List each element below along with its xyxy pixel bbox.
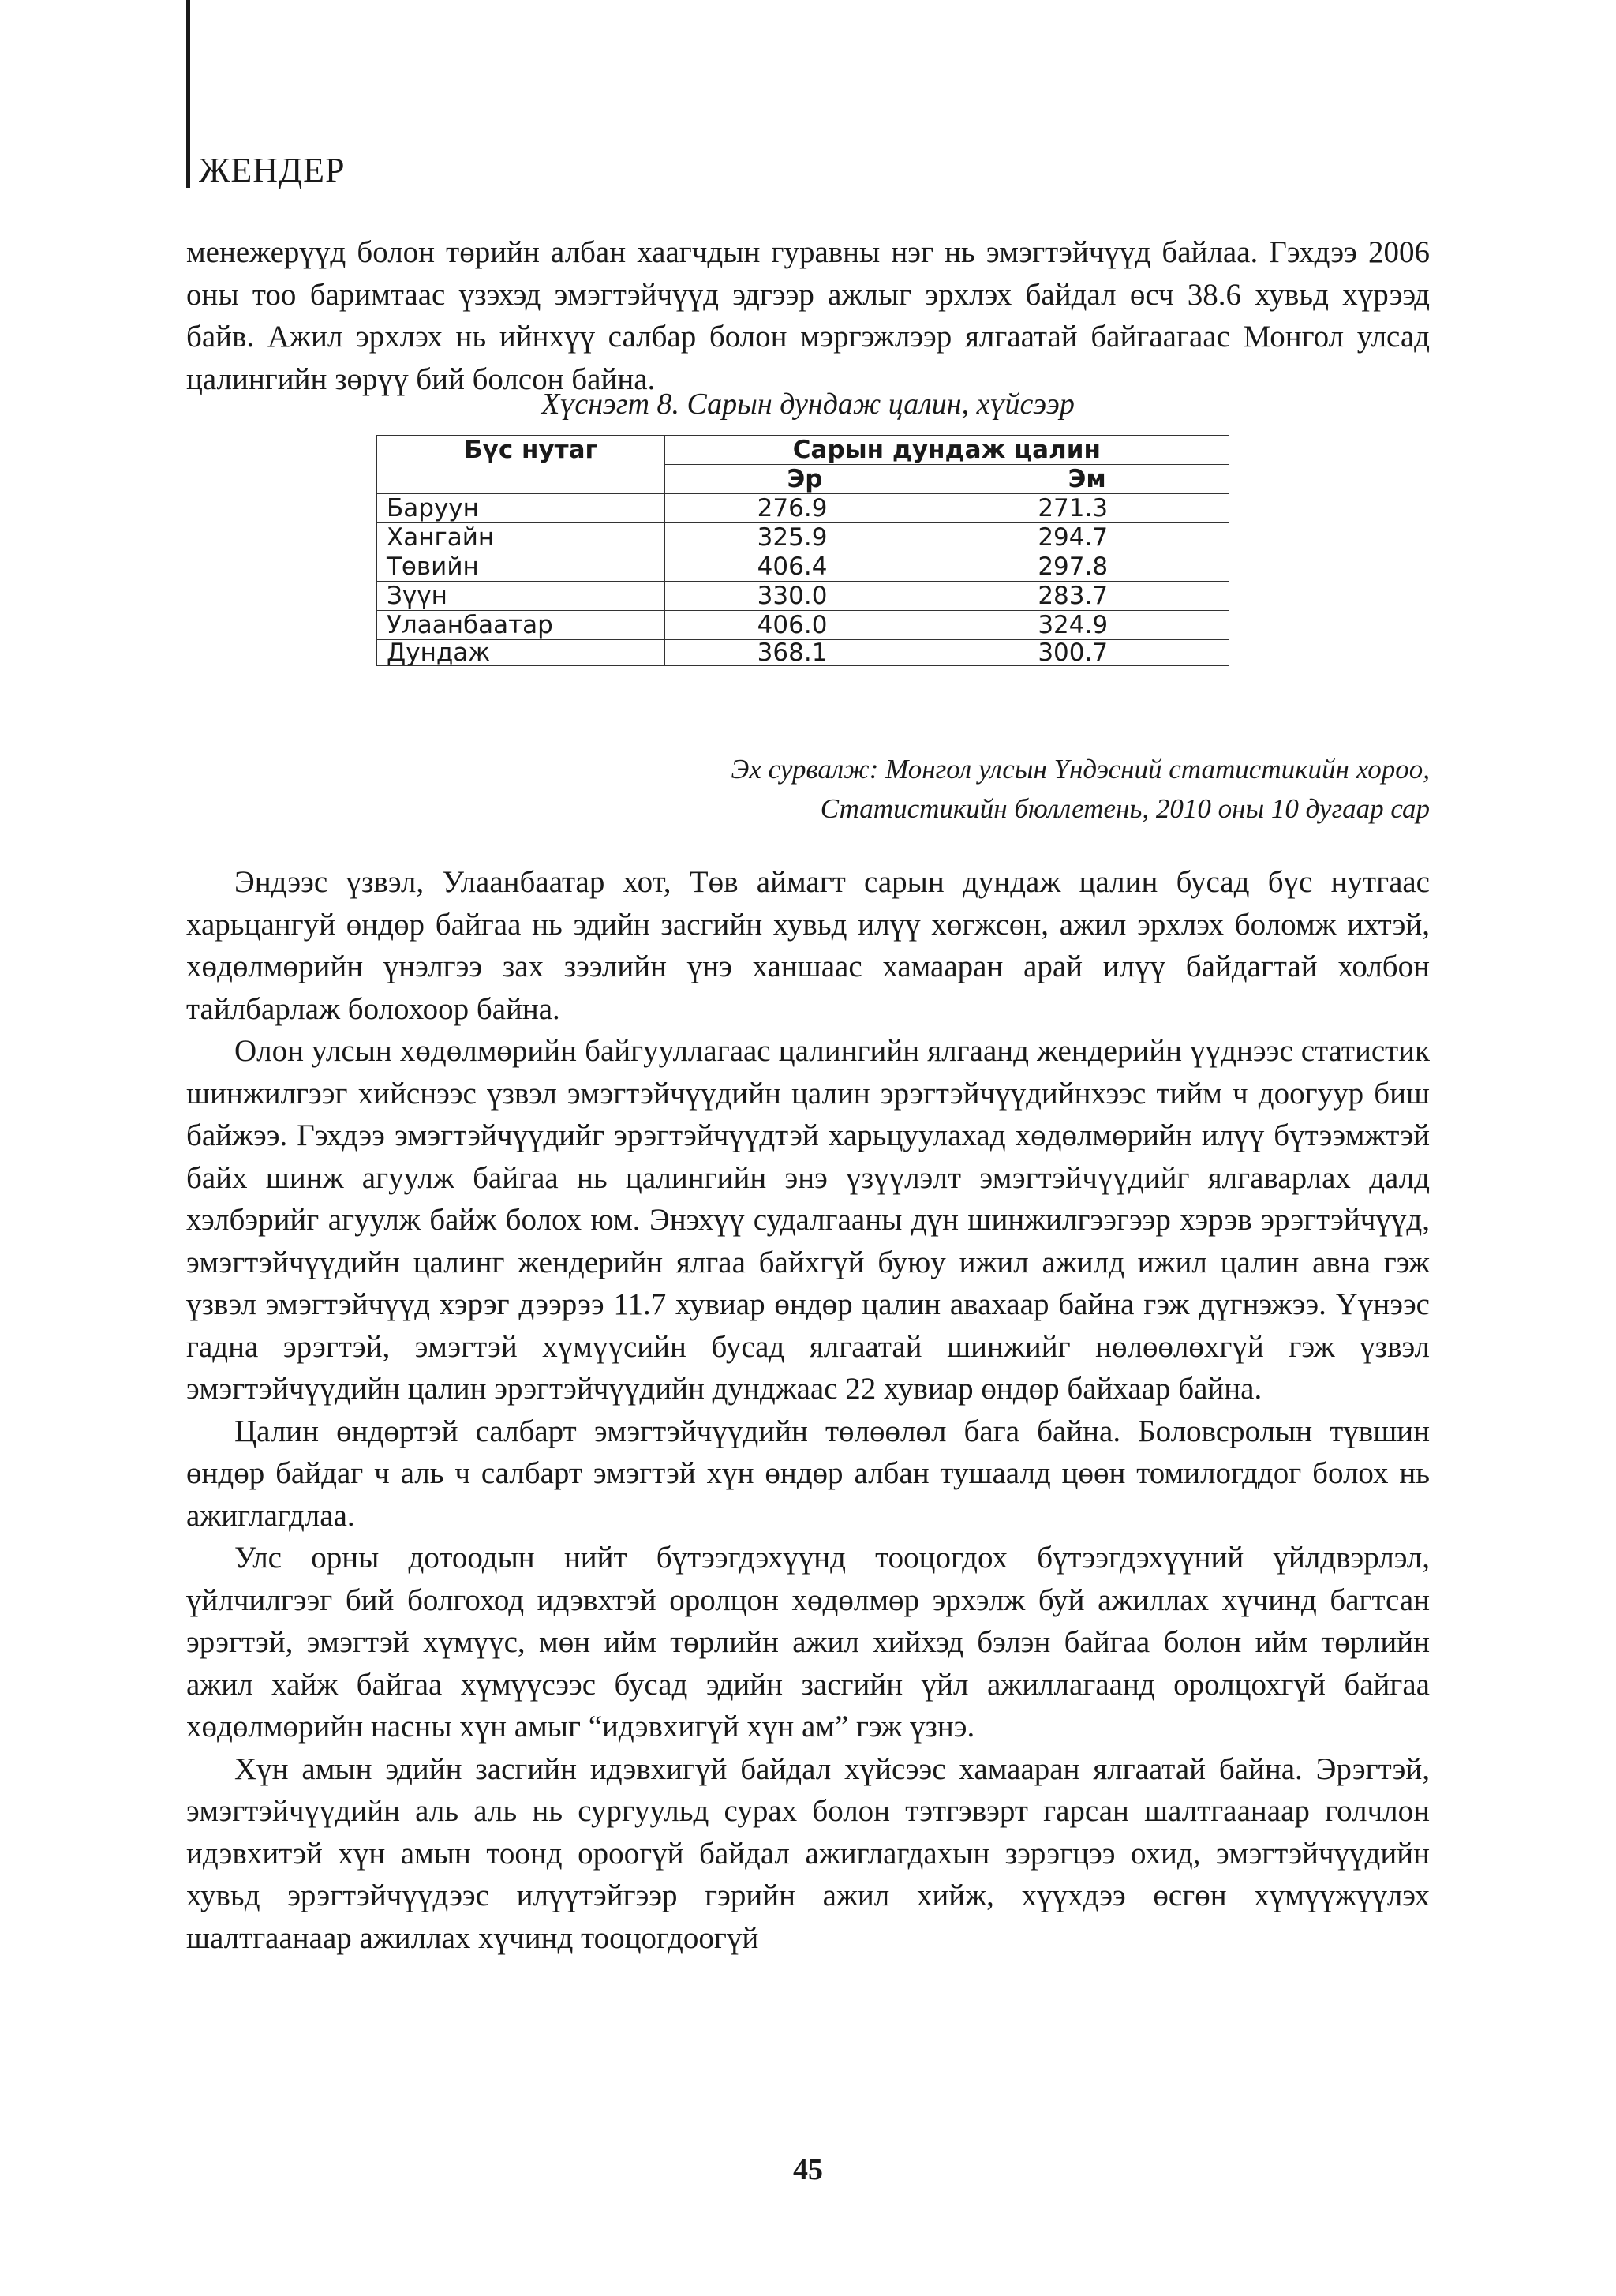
body-text	[186, 861, 1430, 1959]
cell-female: 294.7	[945, 523, 1229, 552]
cell-male: 330.0	[664, 582, 945, 611]
cell-region: Хангайн	[377, 523, 665, 552]
running-header: ЖЕНДЕР	[199, 151, 346, 189]
cell-region: Баруун	[377, 494, 665, 523]
cell-region: Төвийн	[377, 552, 665, 582]
body-paragraph: Олон улсын хөдөлмөрийн байгууллагаас цалингийн ялгаанд жендерийн үүднээс статистик шинжилгээг хийснээс үзвэл эмэгтэйчүүдийн цалин эрэгтэйчүүдийнхээс тийм ч доогуур биш байжээ. Гэхдээ эмэгтэйчүүдийг эрэгтэйчүүдтэй харьцуулахад хөдөлмөрийн илүү бүтээмжтэй байх шинж агуулж байгаа нь цалингийн энэ үзүүлэлт эмэгтэйчүүдийг ялгаварлах далд хэлбэрийг агуулж байж болох юм. Энэхүү судалгааны дүн шинжилгээгээр хэрэв эрэгтэйчүүд, эмэгтэйчүүдийн цалинг жендерийн ялгаа байхгүй буюу ижил ажилд ижил цалин авна гэж үзвэл эмэгтэйчүүд хэрэг дээрээ 11.7 хувиар өндөр цалин авахаар байна гэж дүгнэжээ. Үүнээс гадна эрэгтэй, эмэгтэй хүмүүсийн бусад ялгаатай шинжийг нөлөөлөхгүй гэж үзвэл эмэгтэйчүүдийн цалин эрэгтэйчүүдийн дунджаас 22 хувиар өндөр байхаар байна.	[186, 1034, 1430, 1406]
table-row	[377, 611, 1229, 640]
cell-female: 271.3	[945, 494, 1229, 523]
cell-male: 406.4	[664, 552, 945, 582]
table-row	[377, 552, 1229, 582]
body-paragraph: Хүн амын эдийн засгийн идэвхигүй байдал хүйсээс хамааран ялгаатай байна. Эрэгтэй, эмэгтэйчүүдийн аль аль нь сургуульд сурах болон тэтгэвэрт гарсан шалтгаанаар голчлон идэвхитэй хүн амын тоонд ороогүй байдал ажиглагдахын зэрэгцээ охид, эмэгтэйчүүдийн хувьд эрэгтэйчүүдээс илүүтэйгээр гэрийн ажил хийж, хүүхдээ өсгөн хүмүүжүүлэх шалтгаанаар ажиллах хүчинд тооцогдоогүй	[186, 1751, 1430, 1955]
col-header-female: Эм	[945, 465, 1229, 494]
page-number: 45	[793, 2153, 823, 2186]
table-row	[377, 523, 1229, 552]
salary-table	[376, 435, 1229, 666]
source-line-1: Эх сурвалж: Монгол улсын Үндэсний статистикийн хороо,	[731, 754, 1430, 785]
col-header-region: Бүс нутаг	[377, 436, 665, 494]
table-row	[377, 582, 1229, 611]
table-source	[731, 750, 1430, 829]
header-rule	[186, 0, 190, 188]
body-paragraph: Цалин өндөртэй салбарт эмэгтэйчүүдийн төлөөлөл бага байна. Боловсролын түвшин өндөр байдаг ч аль ч салбарт эмэгтэй хүн өндөр албан тушаалд цөөн томилогддог болох нь ажиглагдлаа.	[186, 1414, 1430, 1533]
col-header-male: Эр	[664, 465, 945, 494]
cell-region: Зүүн	[377, 582, 665, 611]
cell-male: 406.0	[664, 611, 945, 640]
table-header-row	[377, 436, 1229, 465]
body-paragraph: Эндээс үзвэл, Улаанбаатар хот, Төв аймагт сарын дундаж цалин бусад бүс нутгаас харьцангуй өндөр байгаа нь эдийн засгийн хувьд илүү хөгжсөн, ажил эрхлэх боломж ихтэй, хөдөлмөрийн үнэлгээ зах зээлийн үнэ ханшаас хамааран арай илүү байдагтай холбон тайлбарлаж болохоор байна.	[186, 865, 1430, 1026]
intro-text	[186, 231, 1430, 400]
cell-female: 297.8	[945, 552, 1229, 582]
cell-female: 324.9	[945, 611, 1229, 640]
intro-paragraph: менежерүүд болон төрийн албан хаагчдын гуравны нэг нь эмэгтэйчүүд байлаа. Гэхдээ 2006 оны тоо баримтаас үзэхэд эмэгтэйчүүд эдгээр ажлыг эрхлэх байдал өсч 38.6 хувьд хүрээд байв. Ажил эрхлэх нь ийнхүү салбар болон мэргэжлээр ялгаатай байгаагаас Монгол улсад цалингийн зөрүү бий болсон байна.	[186, 235, 1430, 396]
cell-region: Улаанбаатар	[377, 611, 665, 640]
cell-female: 283.7	[945, 582, 1229, 611]
source-line-2: Статистикийн бюллетень, 2010 оны 10 дугаар сар	[820, 793, 1430, 824]
cell-male: 276.9	[664, 494, 945, 523]
body-paragraph: Улс орны дотоодын нийт бүтээгдэхүүнд тооцогдох бүтээгдэхүүний үйлдвэрлэл, үйлчилгээг бий болгоход идэвхтэй оролцон хөдөлмөр эрхэлж буй ажиллах хүчинд багтсан эрэгтэй, эмэгтэй хүмүүс, мөн ийм төрлийн ажил хийхэд бэлэн байгаа болон ийм төрлийн ажил хайж байгаа хүмүүсээс бусад эдийн засгийн үйл ажиллагаанд оролцохгүй байгаа хөдөлмөрийн насны хүн амыг “идэвхигүй хүн ам” гэж үзнэ.	[186, 1541, 1430, 1744]
cell-region: Дундаж	[377, 640, 665, 666]
col-header-salary: Сарын дундаж цалин	[664, 436, 1229, 465]
table-caption: Хүснэгт 8. Сарын дундаж цалин, хүйсээр	[541, 388, 1075, 421]
table-row	[377, 640, 1229, 666]
cell-male: 325.9	[664, 523, 945, 552]
cell-female: 300.7	[945, 640, 1229, 666]
table-row	[377, 494, 1229, 523]
cell-male: 368.1	[664, 640, 945, 666]
